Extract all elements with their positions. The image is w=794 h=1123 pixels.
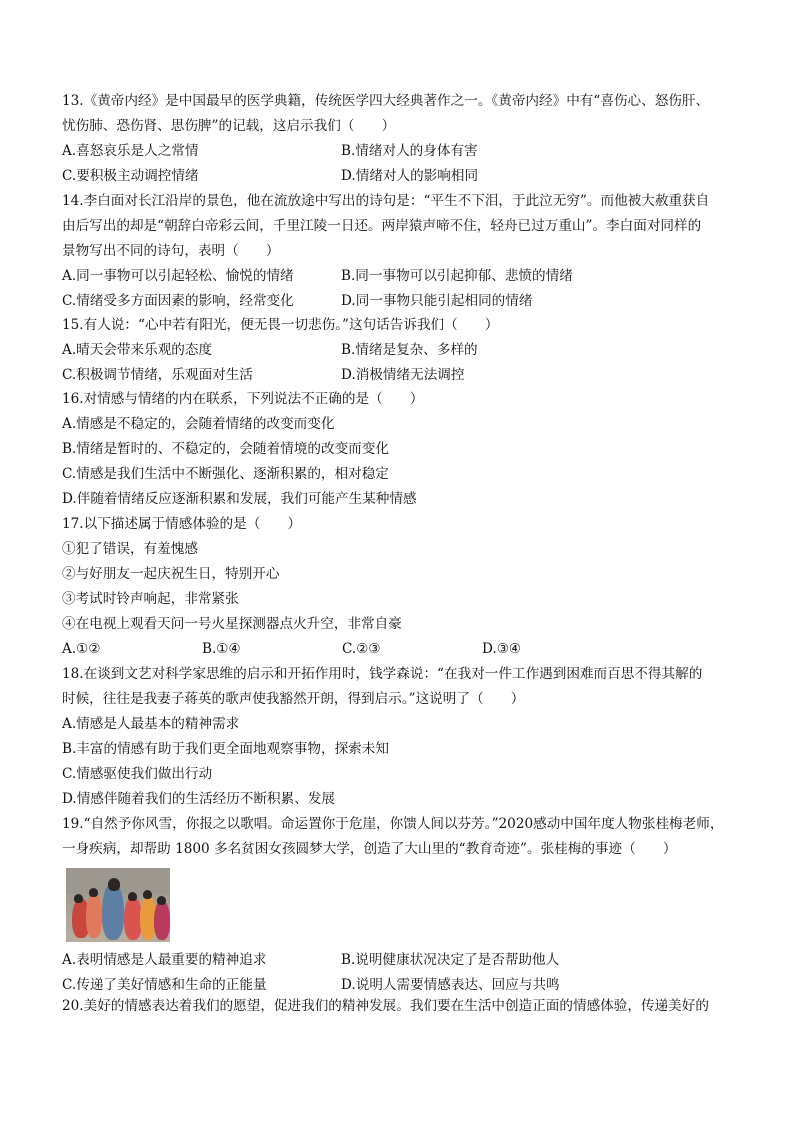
options-row (62, 363, 737, 388)
option-d[interactable]: D.说明人需要情感表达、回应与共鸣 (341, 977, 560, 993)
question-13 (62, 89, 737, 189)
options-row (62, 338, 737, 363)
question-16 (62, 387, 737, 512)
question-20 (62, 994, 737, 1019)
option-d[interactable]: D.③④ (482, 641, 522, 657)
question-stem-line: 由后写出的却是“朝辞白帝彩云间，千里江陵一日还。两岸猿声啼不住，轻舟已过万重山”。李白面对同样的 (62, 218, 702, 234)
option-d[interactable]: D.伴随着情绪反应逐渐积累和发展，我们可能产生某种情感 (62, 491, 417, 507)
question-17 (62, 512, 737, 662)
question-18 (62, 662, 737, 812)
option-a[interactable]: A.晴天会带来乐观的态度 (62, 342, 213, 358)
option-c[interactable]: C.要积极主动调控情绪 (62, 168, 199, 184)
option-b[interactable]: B.情绪是暂时的、不稳定的，会随着情境的改变而变化 (62, 441, 389, 457)
question-stem-line: 14.李白面对长江沿岸的景色，他在流放途中写出的诗句是：“平生不下泪，于此泣无穷”。而他被大赦重获自 (62, 193, 710, 209)
option-a[interactable]: A.情感是不稳定的，会随着情绪的改变而变化 (62, 416, 335, 432)
option-a[interactable]: A.情感是人最基本的精神需求 (62, 716, 240, 732)
question-14 (62, 189, 737, 314)
statement-item: ①犯了错误，有羞愧感 (62, 541, 198, 557)
question-stem-line: 16.对情感与情绪的内在联系，下列说法不正确的是（ ） (62, 391, 424, 407)
option-a[interactable]: A.①② (62, 641, 101, 657)
option-c[interactable]: C.情感驱使我们做出行动 (62, 766, 213, 782)
option-d[interactable]: D.情感伴随着我们的生活经历不断积累、发展 (62, 791, 336, 807)
option-b[interactable]: B.①④ (202, 641, 241, 657)
question-stem-line: 景物写出不同的诗句，表明（ ） (62, 243, 280, 259)
option-a[interactable]: A.表明情感是人最重要的精神追求 (62, 952, 267, 968)
question-stem-line: 13.《黄帝内经》是中国最早的医学典籍，传统医学四大经典著作之一。《黄帝内经》中有“喜伤心、怒伤肝、 (62, 93, 710, 109)
option-c[interactable]: C.②③ (342, 641, 381, 657)
options-row (62, 948, 737, 973)
option-d[interactable]: D.消极情绪无法调控 (341, 367, 465, 383)
option-b[interactable]: B.情绪对人的身体有害 (341, 143, 478, 159)
option-c[interactable]: C.情感是我们生活中不断强化、逐渐积累的，相对稳定 (62, 466, 389, 482)
question-stem-line: 17.以下描述属于情感体验的是（ ） (62, 516, 302, 532)
option-d[interactable]: D.同一事物只能引起相同的情绪 (341, 293, 533, 309)
question-stem-line: 忧伤肺、恐伤肾、思伤脾”的记载，这启示我们（ ） (62, 118, 396, 134)
option-c[interactable]: C.积极调节情绪，乐观面对生活 (62, 367, 253, 383)
question-19 (62, 812, 737, 998)
statement-item: ③考试时铃声响起，非常紧张 (62, 591, 239, 607)
option-c[interactable]: C.传递了美好情感和生命的正能量 (62, 977, 267, 993)
option-d[interactable]: D.情绪对人的影响相同 (341, 168, 479, 184)
question-stem-line: 时候，往往是我妻子蒋英的歌声使我豁然开朗，得到启示。”这说明了（ ） (62, 691, 525, 707)
option-c[interactable]: C.情绪受多方面因素的影响，经常变化 (62, 293, 294, 309)
question-stem-line: 一身疾病，却帮助 1800 多名贫困女孩圆梦大学，创造了大山里的“教育奇迹”。张桂梅的事迹（ ） (62, 841, 677, 857)
options-row (62, 289, 737, 314)
zhang-guimei-photo (66, 868, 170, 942)
question-stem-line: 18.在谈到文艺对科学家思维的启示和开拓作用时，钱学森说：“在我对一件工作遇到困难而百思不得其解的 (62, 666, 703, 682)
option-b[interactable]: B.丰富的情感有助于我们更全面地观察事物，探索未知 (62, 741, 389, 757)
options-row (62, 637, 737, 662)
options-row (62, 164, 737, 189)
option-b[interactable]: B.说明健康状况决定了是否帮助他人 (341, 952, 560, 968)
option-b[interactable]: B.情绪是复杂、多样的 (341, 342, 478, 358)
question-15 (62, 313, 737, 388)
options-row (62, 139, 737, 164)
option-b[interactable]: B.同一事物可以引起抑郁、悲愤的情绪 (341, 268, 573, 284)
statement-item: ④在电视上观看天问一号火星探测器点火升空，非常自豪 (62, 616, 402, 632)
option-a[interactable]: A.喜怒哀乐是人之常情 (62, 143, 199, 159)
question-stem-line: 19.“自然予你风雪，你报之以歌唱。命运置你于危崖，你馈人间以芬芳。”2020感动中国年度人物张桂梅老师， (62, 816, 724, 832)
options-row (62, 264, 737, 289)
statement-item: ②与好朋友一起庆祝生日，特别开心 (62, 566, 280, 582)
option-a[interactable]: A.同一事物可以引起轻松、愉悦的情绪 (62, 268, 294, 284)
question-stem-line: 20.美好的情感表达着我们的愿望，促进我们的精神发展。我们要在生活中创造正面的情感体验，传递美好的 (62, 998, 709, 1014)
question-stem-line: 15.有人说：“心中若有阳光，便无畏一切悲伤。”这句话告诉我们（ ） (62, 317, 499, 333)
